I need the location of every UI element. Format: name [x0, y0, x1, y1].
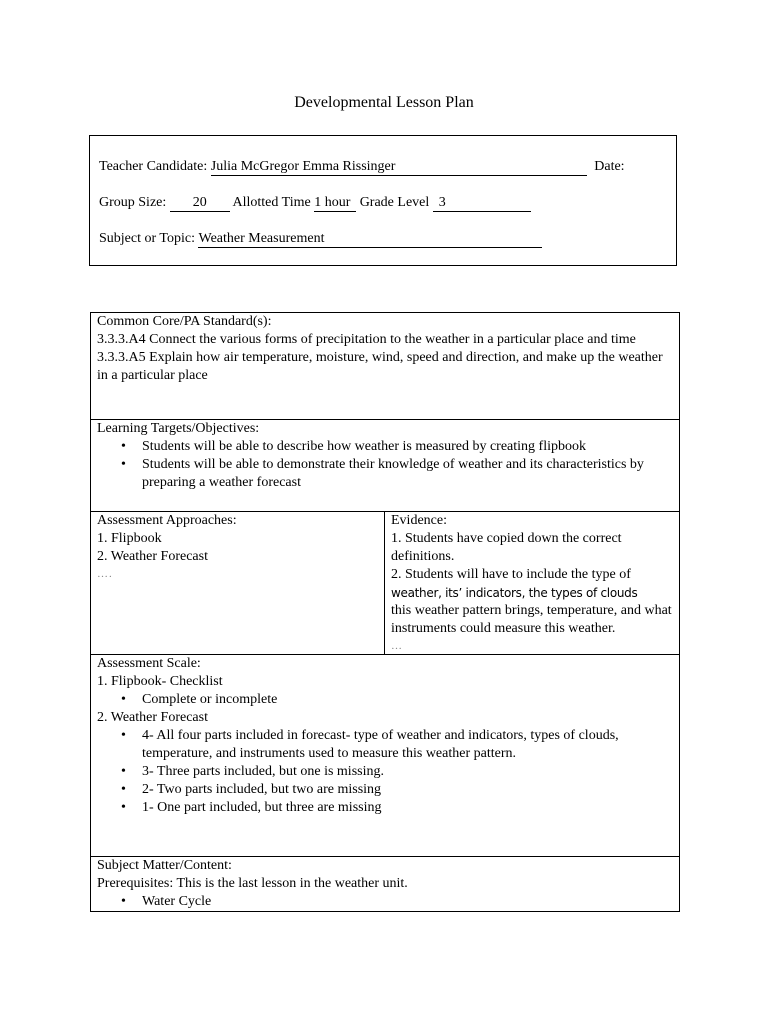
- standard-a4: 3.3.3.A4 Connect the various forms of precipitation to the weather in a particular place and time: [97, 332, 636, 347]
- approaches-heading: Assessment Approaches:: [97, 513, 237, 528]
- list-item: • Students will be able to describe how weather is measured by creating flipbook: [142, 438, 673, 456]
- subject-matter-cell: [91, 857, 680, 912]
- list-item: • Water Cycle: [142, 893, 673, 911]
- standard-a5: 3.3.3.A5 Explain how air temperature, moisture, wind, speed and direction, and make up the weather in a particular place: [97, 350, 663, 383]
- list-item: • 1- One part included, but three are missing: [142, 799, 673, 817]
- assessment-row: [91, 512, 680, 655]
- grade-level-value: 3: [433, 195, 531, 212]
- assessment-scale-cell: [91, 655, 680, 857]
- scale-heading: Assessment Scale:: [97, 656, 201, 671]
- approach-ellipsis: ….: [97, 568, 113, 580]
- list-item: • 4- All four parts included in forecast- type of weather and indicators, types of clouds, temperature, and instruments used to measure this weather pattern.: [142, 727, 673, 763]
- subject-label: Subject or Topic:: [99, 231, 195, 246]
- standards-row: [91, 313, 680, 420]
- scale-flipbook-list: [97, 691, 673, 709]
- grade-level-label: Grade Level: [359, 195, 430, 210]
- assessment-approaches-cell: [91, 512, 385, 655]
- scale-weather-forecast: 2. Weather Forecast: [97, 710, 208, 725]
- objectives-list: [97, 438, 673, 492]
- list-item: • Students will be able to demonstrate their knowledge of weather and its characteristics by preparing a weather forecast: [142, 456, 673, 492]
- standards-cell: [91, 313, 680, 420]
- teacher-label: Teacher Candidate:: [99, 159, 208, 174]
- objectives-row: [91, 420, 680, 512]
- evidence-2c: this weather pattern brings, temperature, and what instruments could measure this weather.: [391, 603, 672, 636]
- prerequisites: Prerequisites: This is the last lesson in the weather unit.: [97, 876, 408, 891]
- lesson-plan-table: [90, 312, 680, 912]
- approach-weather-forecast: 2. Weather Forecast: [97, 549, 208, 564]
- list-item: • 2- Two parts included, but two are missing: [142, 781, 673, 799]
- list-item: • 3- Three parts included, but one is missing.: [142, 763, 673, 781]
- objectives-heading: Learning Targets/Objectives:: [97, 421, 260, 436]
- lesson-header-box: [89, 135, 677, 266]
- evidence-heading: Evidence:: [391, 513, 447, 528]
- evidence-ellipsis: …: [391, 640, 403, 652]
- allotted-time-value: 1 hour: [314, 195, 356, 212]
- standards-heading: Common Core/PA Standard(s):: [97, 314, 272, 329]
- objectives-cell: [91, 420, 680, 512]
- teacher-value: Julia McGregor Emma Rissinger: [211, 159, 587, 176]
- group-row: [99, 194, 531, 212]
- evidence-cell: [385, 512, 680, 655]
- evidence-2b: weather, its’ indicators, the types of clouds: [391, 586, 638, 600]
- allotted-time-label: Allotted Time: [232, 195, 311, 210]
- subject-value: Weather Measurement: [198, 231, 542, 248]
- teacher-row: [99, 158, 625, 176]
- group-size-label: Group Size:: [99, 195, 167, 210]
- scale-row: [91, 655, 680, 857]
- page-title: Developmental Lesson Plan: [294, 94, 474, 111]
- scale-flipbook: 1. Flipbook- Checklist: [97, 674, 223, 689]
- subject-matter-list: [97, 893, 673, 911]
- subject-matter-heading: Subject Matter/Content:: [97, 858, 232, 873]
- subject-matter-row: [91, 857, 680, 912]
- date-label: Date:: [594, 159, 625, 174]
- evidence-1: 1. Students have copied down the correct definitions.: [391, 531, 622, 564]
- group-size-value: 20: [170, 195, 230, 212]
- list-item: • Complete or incomplete: [142, 691, 673, 709]
- subject-row: [99, 230, 542, 248]
- approach-flipbook: 1. Flipbook: [97, 531, 162, 546]
- scale-forecast-list: [97, 727, 673, 817]
- evidence-2a: 2. Students will have to include the type of: [391, 567, 631, 582]
